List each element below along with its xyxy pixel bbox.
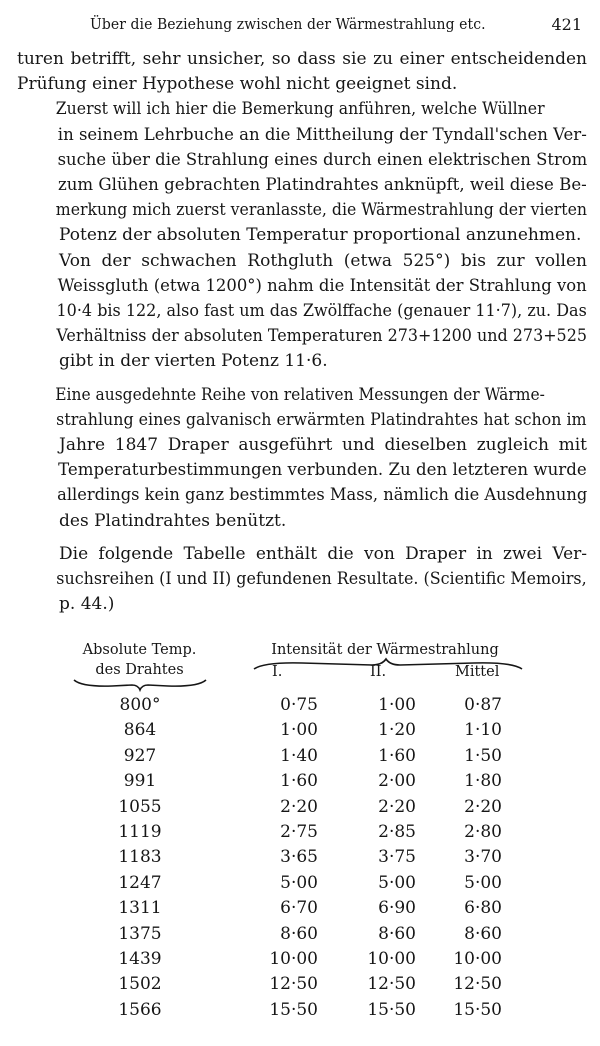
text-line: allerdings kein ganz bestimmtes Mass, nämlich die Ausdehnung <box>57 485 588 506</box>
cell-temperature: 1183 <box>118 847 162 868</box>
cell-series-ii: 5·00 <box>378 872 416 893</box>
table-header-temperature <box>72 640 207 680</box>
text-line: suche über die Strahlung eines durch einen elektrischen Strom <box>57 149 588 170</box>
cell-series-ii: 8·60 <box>378 923 416 944</box>
text-line: turen betrifft, sehr unsicher, so dass sie zu einer entscheidenden <box>17 49 587 69</box>
cell-temperature: 1119 <box>118 821 162 842</box>
table-row <box>0 720 600 745</box>
table-row <box>0 695 600 720</box>
cell-series-ii: 15·50 <box>367 999 416 1020</box>
cell-mittel: 6·80 <box>464 898 502 919</box>
cell-temperature: 927 <box>123 745 157 766</box>
text-line: suchsreihen (I und II) gefundenen Resultate. (Scientific Memoirs, <box>56 569 587 590</box>
cell-mittel: 1·10 <box>464 720 502 741</box>
cell-series-ii: 1·00 <box>378 695 416 715</box>
text-line: zum Glühen gebrachten Platindrahtes anknüpft, weil diese Be- <box>57 175 587 196</box>
table-row <box>0 746 600 771</box>
text-line: Die folgende Tabelle enthält die von Draper in zwei Ver- <box>59 543 587 564</box>
column-header-mittel: Mittel <box>455 664 500 680</box>
cell-temperature: 1375 <box>118 923 162 944</box>
cell-mittel: 10·00 <box>453 948 502 969</box>
table-row <box>0 898 600 923</box>
cell-mittel: 1·80 <box>464 771 502 792</box>
table-row <box>0 873 600 898</box>
text-line: Prüfung einer Hypothese wohl nicht geeignet sind. <box>17 74 458 95</box>
text-line: in seinem Lehrbuche an die Mittheilung der Tyndall'schen Ver- <box>57 124 587 145</box>
cell-temperature: 864 <box>123 720 157 741</box>
table-row <box>0 924 600 949</box>
paragraph <box>17 383 587 534</box>
cell-temperature: 991 <box>123 771 157 792</box>
cell-mittel: 8·60 <box>464 923 502 944</box>
cell-series-ii: 2·20 <box>378 796 416 817</box>
cell-series-i: 1·60 <box>280 771 318 792</box>
text-line: p. 44.) <box>59 594 115 615</box>
text-line: Verhältniss der absoluten Temperaturen 273+1200 und 273+525 <box>56 326 587 347</box>
text-line: des Platindrahtes benützt. <box>59 510 287 531</box>
cell-series-ii: 2·85 <box>378 821 416 842</box>
table-row <box>0 847 600 872</box>
cell-series-i: 0·75 <box>280 695 318 715</box>
text-line: Temperaturbestimmungen verbunden. Zu den letzteren wurde <box>58 460 587 481</box>
column-header-i: I. <box>272 664 283 680</box>
text-line: Eine ausgedehnte Reihe von relativen Messungen der Wärme- <box>55 384 545 405</box>
text-line: Weissgluth (etwa 1200°) nahm die Intensität der Strahlung von <box>57 275 587 296</box>
page-number: 421 <box>551 15 582 34</box>
cell-series-i: 3·65 <box>280 847 318 868</box>
cell-mittel: 5·00 <box>464 872 502 893</box>
cell-mittel: 3·70 <box>464 847 502 868</box>
table-header-intensity: Intensität der Wärmestrahlung <box>271 642 499 658</box>
cell-temperature: 1566 <box>118 999 162 1020</box>
paragraph <box>17 47 587 97</box>
cell-series-i: 10·00 <box>269 948 318 969</box>
cell-series-ii: 1·20 <box>378 720 416 741</box>
text-line: strahlung eines galvanisch erwärmten Platindrahtes hat schon im <box>56 409 587 430</box>
cell-temperature: 800° <box>119 695 161 715</box>
column-header-ii: II. <box>370 664 387 680</box>
cell-series-i: 2·20 <box>280 796 318 817</box>
paragraph <box>17 97 587 248</box>
cell-series-i: 5·00 <box>280 872 318 893</box>
cell-series-ii: 2·00 <box>378 771 416 792</box>
table-row <box>0 797 600 822</box>
text-line: Zuerst will ich hier die Bemerkung anführen, welche Wüllner <box>55 99 545 120</box>
cell-series-ii: 6·90 <box>378 898 416 919</box>
cell-series-ii: 3·75 <box>378 847 416 868</box>
cell-series-i: 8·60 <box>280 923 318 944</box>
text-line: 10·4 bis 122, also fast um das Zwölffache (genauer 11·7), zu. Das <box>56 301 587 322</box>
table-row <box>0 974 600 999</box>
paragraph <box>17 249 587 375</box>
paragraph <box>17 542 587 618</box>
cell-mittel: 0·87 <box>464 695 502 715</box>
table-row <box>0 771 600 796</box>
cell-series-i: 6·70 <box>280 898 318 919</box>
cell-temperature: 1502 <box>118 974 162 995</box>
cell-series-ii: 12·50 <box>367 974 416 995</box>
running-head <box>0 15 600 39</box>
cell-temperature: 1311 <box>118 898 162 919</box>
table-row <box>0 1000 600 1025</box>
cell-mittel: 2·80 <box>464 821 502 842</box>
cell-mittel: 2·20 <box>464 796 502 817</box>
text-line: Jahre 1847 Draper ausgeführt und dieselben zugleich mit <box>59 435 587 456</box>
cell-mittel: 12·50 <box>453 974 502 995</box>
text-line: gibt in der vierten Potenz 11·6. <box>59 351 328 372</box>
cell-series-ii: 1·60 <box>378 745 416 766</box>
table-body <box>0 695 600 1025</box>
cell-mittel: 15·50 <box>453 999 502 1020</box>
cell-temperature: 1247 <box>118 872 162 893</box>
table-row <box>0 822 600 847</box>
cell-series-i: 1·00 <box>280 720 318 741</box>
cell-temperature: 1439 <box>118 948 162 969</box>
cell-series-i: 12·50 <box>269 974 318 995</box>
header-line: des Drahtes <box>95 662 184 678</box>
cell-series-i: 2·75 <box>280 821 318 842</box>
header-line: Absolute Temp. <box>82 642 197 658</box>
brace-temperature <box>72 678 208 692</box>
cell-series-ii: 10·00 <box>367 948 416 969</box>
cell-temperature: 1055 <box>118 796 162 817</box>
table-row <box>0 949 600 974</box>
cell-series-i: 15·50 <box>269 999 318 1020</box>
body-text <box>17 47 587 617</box>
running-title: Über die Beziehung zwischen der Wärmestrahlung etc. <box>90 15 486 33</box>
cell-mittel: 1·50 <box>464 745 502 766</box>
text-line: Von der schwachen Rothgluth (etwa 525°) bis zur vollen <box>59 250 587 271</box>
cell-series-i: 1·40 <box>280 745 318 766</box>
text-line: merkung mich zuerst veranlasste, die Wärmestrahlung der vierten <box>55 200 588 221</box>
text-line: Potenz der absoluten Temperatur proportional anzunehmen. <box>59 225 582 246</box>
